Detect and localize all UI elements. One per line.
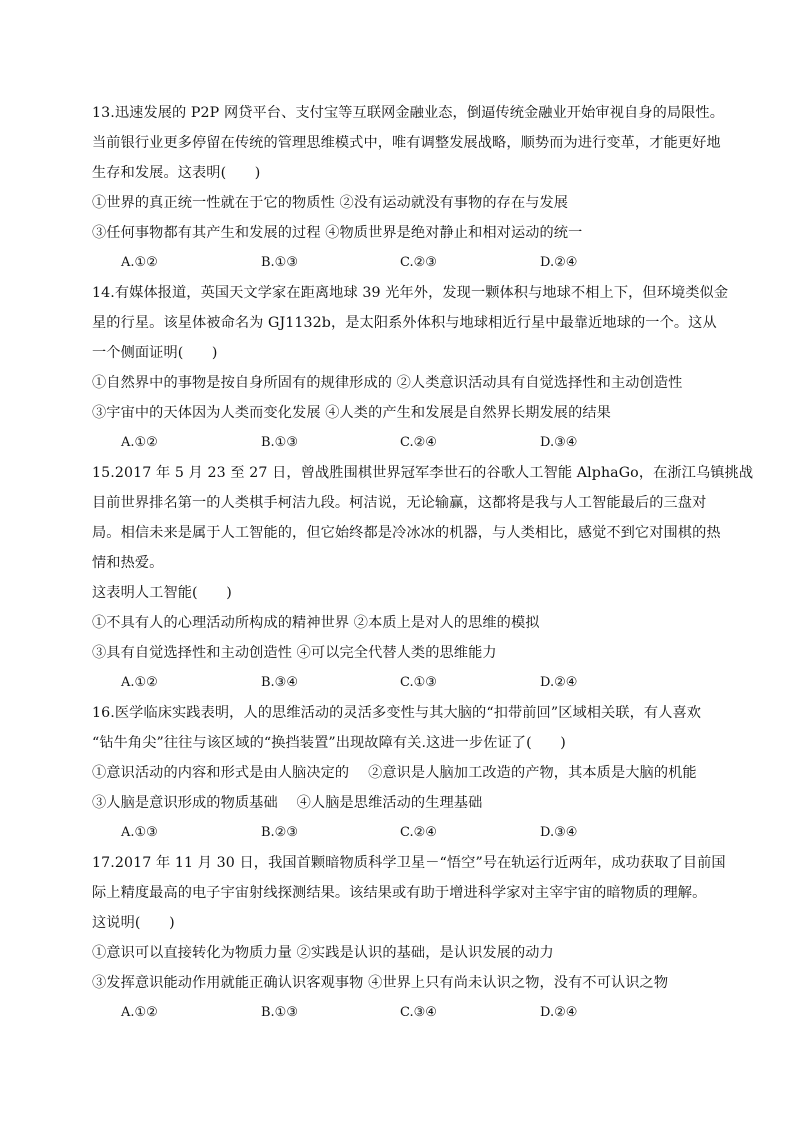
option-c: C.③④ bbox=[400, 1005, 437, 1020]
answer-options bbox=[92, 998, 704, 1028]
statement-line: ③任何事物都有其产生和发展的过程 ④物质世界是绝对静止和相对运动的统一 bbox=[92, 225, 583, 241]
option-a: A.①② bbox=[121, 435, 158, 450]
option-c: C.①③ bbox=[400, 675, 437, 690]
question-stem-line: 生存和发展。这表明( ) bbox=[92, 165, 261, 181]
statement-line: ③人脑是意识形成的物质基础 ④人脑是思维活动的生理基础 bbox=[92, 795, 483, 811]
question-stem-line: 一个侧面证明( ) bbox=[92, 345, 218, 361]
answer-options bbox=[92, 248, 704, 278]
question-stem-line: 局。相信未来是属于人工智能的，但它始终都是冷冰冰的机器，与人类相比，感觉不到它对围棋的热 bbox=[92, 525, 721, 541]
option-d: D.②④ bbox=[540, 255, 578, 270]
question-14 bbox=[92, 278, 729, 458]
question-13 bbox=[92, 98, 725, 278]
option-a: A.①② bbox=[121, 1005, 158, 1020]
question-16 bbox=[92, 698, 704, 848]
question-stem-line: 15.2017 年 5 月 23 至 27 日，曾战胜围棋世界冠军李世石的谷歌人工智能 AlphaGo，在浙江乌镇挑战 bbox=[92, 465, 754, 481]
statement-line: ③具有自觉选择性和主动创造性 ④可以完全代替人类的思维能力 bbox=[92, 645, 497, 661]
option-b: B.①③ bbox=[261, 435, 298, 450]
question-stem-line: 情和热爱。 bbox=[92, 555, 164, 571]
question-stem-line: 17.2017 年 11 月 30 日，我国首颗暗物质科学卫星－“悟空”号在轨运行近两年，成功获取了目前国 bbox=[92, 855, 726, 871]
option-b: B.②③ bbox=[261, 825, 298, 840]
statement-line: ①世界的真正统一性就在于它的物质性 ②没有运动就没有事物的存在与发展 bbox=[92, 195, 569, 211]
question-stem-line: “钻牛角尖”往往与该区域的“换挡装置”出现故障有关.这进一步佐证了( ) bbox=[92, 735, 566, 751]
question-15 bbox=[92, 458, 754, 698]
question-stem-line: 际上精度最高的电子宇宙射线探测结果。该结果或有助于增进科学家对主宰宇宙的暗物质的理解。 bbox=[92, 885, 707, 901]
question-stem-line: 星的行星。该星体被命名为 GJ1132b，是太阳系外体积与地球相近行星中最靠近地球的一个。这从 bbox=[92, 315, 717, 331]
question-stem-line: 这说明( ) bbox=[92, 915, 175, 931]
statement-line: ①自然界中的事物是按自身所固有的规律形成的 ②人类意识活动具有自觉选择性和主动创造性 bbox=[92, 375, 683, 391]
statement-line: ①意识可以直接转化为物质力量 ②实践是认识的基础，是认识发展的动力 bbox=[92, 945, 554, 961]
question-stem-line: 这表明人工智能( ) bbox=[92, 585, 232, 601]
question-stem-line: 14.有媒体报道，英国天文学家在距离地球 39 光年外，发现一颗体积与地球不相上下，但环境类似金 bbox=[92, 285, 729, 301]
statement-line: ③宇宙中的天体因为人类而变化发展 ④人类的产生和发展是自然界长期发展的结果 bbox=[92, 405, 611, 421]
option-d: D.③④ bbox=[540, 435, 578, 450]
answer-options bbox=[92, 668, 704, 698]
option-d: D.②④ bbox=[540, 675, 578, 690]
question-stem-line: 13.迅速发展的 P2P 网贷平台、支付宝等互联网金融业态，倒逼传统金融业开始审视自身的局限性。 bbox=[92, 105, 725, 121]
option-c: C.②④ bbox=[400, 825, 437, 840]
option-b: B.③④ bbox=[261, 675, 298, 690]
option-d: D.②④ bbox=[540, 1005, 578, 1020]
document-page bbox=[92, 98, 754, 1028]
option-c: C.②④ bbox=[400, 435, 437, 450]
statement-line: ①不具有人的心理活动所构成的精神世界 ②本质上是对人的思维的模拟 bbox=[92, 615, 540, 631]
question-stem-line: 当前银行业更多停留在传统的管理思维模式中，唯有调整发展战略，顺势而为进行变革，才能更好地 bbox=[92, 135, 721, 151]
question-stem-line: 目前世界排名第一的人类棋手柯洁九段。柯洁说，无论输赢，这都将是我与人工智能最后的三盘对 bbox=[92, 495, 707, 511]
option-b: B.①③ bbox=[261, 255, 298, 270]
question-17 bbox=[92, 848, 726, 1028]
statement-line: ③发挥意识能动作用就能正确认识客观事物 ④世界上只有尚未认识之物，没有不可认识之物 bbox=[92, 975, 669, 991]
answer-options bbox=[92, 428, 704, 458]
option-c: C.②③ bbox=[400, 255, 437, 270]
option-a: A.①② bbox=[121, 255, 158, 270]
option-d: D.③④ bbox=[540, 825, 578, 840]
option-a: A.①③ bbox=[121, 825, 158, 840]
statement-line: ①意识活动的内容和形式是由人脑决定的 ②意识是人脑加工改造的产物，其本质是大脑的机能 bbox=[92, 765, 697, 781]
answer-options bbox=[92, 818, 704, 848]
option-a: A.①② bbox=[121, 675, 158, 690]
question-stem-line: 16.医学临床实践表明，人的思维活动的灵活多变性与其大脑的“扣带前回”区域相关联，有人喜欢 bbox=[92, 705, 702, 721]
option-b: B.①③ bbox=[261, 1005, 298, 1020]
